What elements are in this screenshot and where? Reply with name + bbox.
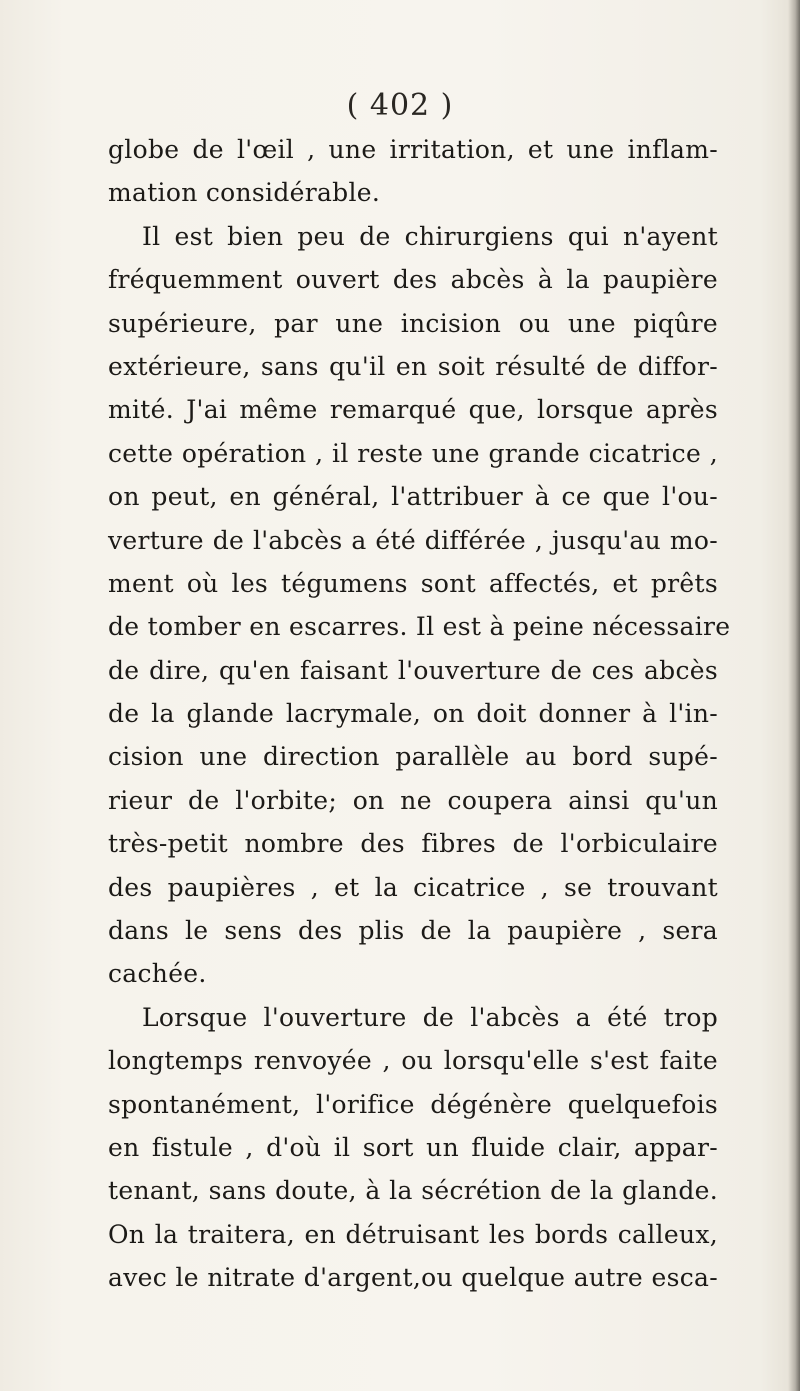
text-line: cision une direction parallèle au bord supé-: [108, 742, 718, 772]
text-line: extérieure, sans qu'il en soit résulté de diffor-: [108, 351, 718, 381]
page-number: ( 402 ): [346, 88, 454, 123]
text-line: longtemps renvoyée , ou lorsqu'elle s'est faite: [108, 1046, 718, 1076]
text-line: cette opération , il reste une grande cicatrice ,: [108, 438, 718, 468]
text-line: très-petit nombre des fibres de l'orbiculaire: [108, 829, 718, 859]
text-line: tenant, sans doute, à la sécrétion de la glande.: [108, 1176, 718, 1206]
body-text: [108, 128, 731, 1300]
text-line: mité. J'ai même remarqué que, lorsque après: [108, 395, 718, 425]
text-line: fréquemment ouvert des abcès à la paupière: [108, 265, 718, 295]
text-line: rieur de l'orbite; on ne coupera ainsi qu'un: [108, 785, 718, 815]
text-line: On la traitera, en détruisant les bords calleux,: [108, 1219, 718, 1249]
text-line: des paupières , et la cicatrice , se trouvant: [108, 872, 718, 902]
paragraph-start-line: Il est bien peu de chirurgiens qui n'ayent: [142, 221, 718, 251]
text-line: avec le nitrate d'argent,ou quelque autre esca-: [108, 1263, 718, 1293]
text-line: de dire, qu'en faisant l'ouverture de ces abcès: [108, 655, 718, 685]
text-line: on peut, en général, l'attribuer à ce que l'ou-: [108, 482, 718, 512]
text-line: ment où les tégumens sont affectés, et prêts: [108, 568, 718, 598]
text-line: cachée.: [108, 959, 207, 989]
text-line: dans le sens des plis de la paupière , sera: [108, 916, 718, 946]
text-line: verture de l'abcès a été différée , jusqu'au mo-: [108, 525, 718, 555]
paragraph-start-line: Lorsque l'ouverture de l'abcès a été trop: [142, 1002, 718, 1032]
page-edge-shadow: [788, 0, 800, 1391]
text-line: en fistule , d'où il sort un fluide clair, appar-: [108, 1132, 718, 1162]
text-line: spontanément, l'orifice dégénère quelquefois: [108, 1089, 718, 1119]
text-line: de la glande lacrymale, on doit donner à l'in-: [108, 699, 718, 729]
text-line: supérieure, par une incision ou une piqûre: [108, 308, 718, 338]
text-line: de tomber en escarres. Il est à peine nécessaire: [108, 612, 731, 642]
text-line: mation considérable.: [108, 178, 381, 208]
text-line: globe de l'œil , une irritation, et une inflam-: [108, 135, 718, 164]
